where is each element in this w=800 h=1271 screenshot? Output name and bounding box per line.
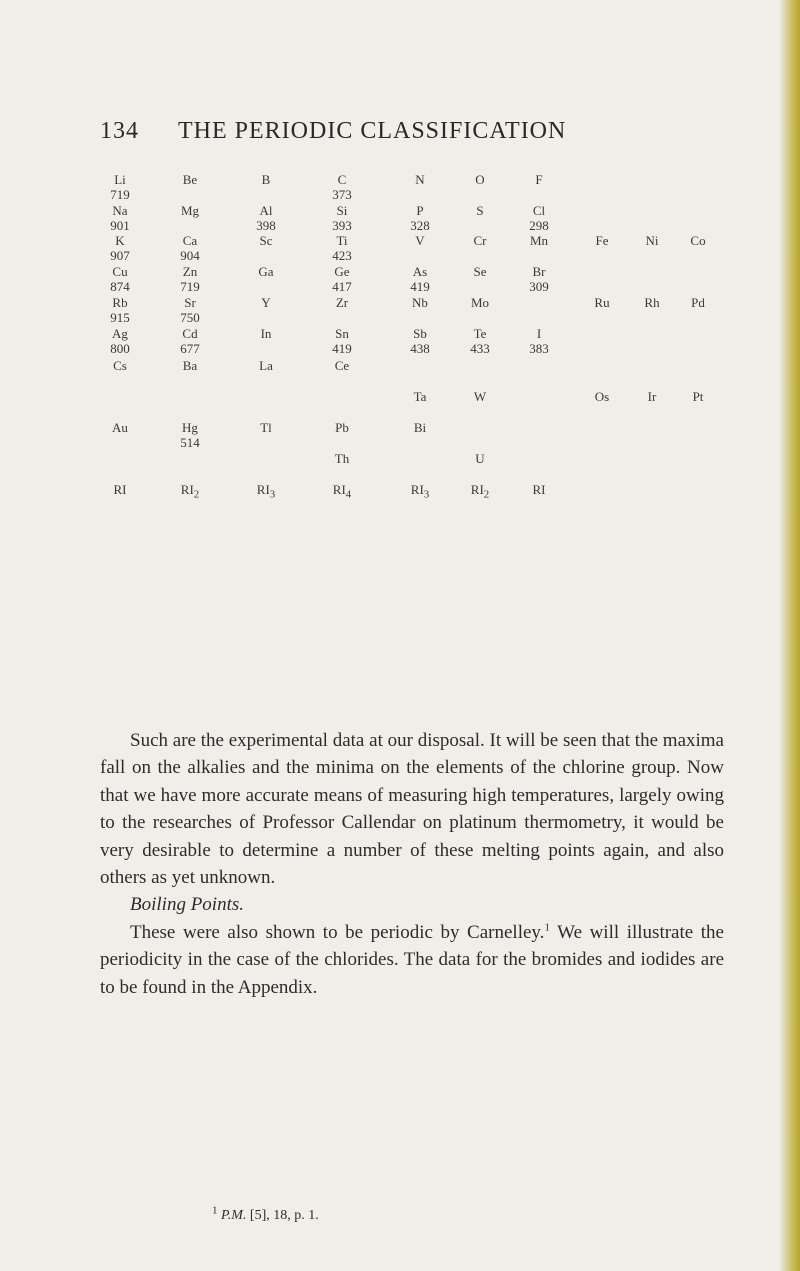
- element-cell: [160, 358, 220, 373]
- element-symbol: Ba: [182, 358, 198, 373]
- element-symbol: Mg: [180, 203, 200, 218]
- element-cell: [160, 295, 220, 325]
- element-symbol: Ca: [182, 233, 198, 248]
- element-cell: [160, 172, 220, 187]
- element-symbol: Rb: [112, 295, 128, 310]
- element-cell: [90, 233, 150, 263]
- element-symbol: W: [473, 389, 487, 404]
- melting-point-value: 417: [332, 279, 352, 294]
- element-symbol: B: [261, 172, 271, 187]
- element-symbol: Sc: [259, 233, 273, 248]
- element-cell: [509, 326, 569, 356]
- element-symbol: Be: [182, 172, 198, 187]
- element-symbol: Sn: [335, 326, 349, 341]
- element-cell: [390, 233, 450, 248]
- page-header: [100, 118, 700, 152]
- element-symbol: F: [535, 172, 543, 187]
- element-symbol: Ni: [645, 233, 659, 248]
- element-cell: [236, 420, 296, 435]
- formula-subscript: 3: [423, 488, 430, 501]
- paragraph-1: Such are the experimental data at our disposal. It will be seen that the maxima fall on the alkalies and the minima on the elements of the chlorine group. Now that we have more accurate means of measuring high temperatures, largely owing to the researches of Professor Callendar on platinum thermometry, it would be very desirable to determine a number of these melting points again, and also others as yet unknown.: [100, 730, 724, 889]
- element-cell: [312, 172, 372, 202]
- melting-point-value: 438: [410, 341, 430, 356]
- melting-point-value: 419: [410, 279, 430, 294]
- element-symbol: C: [337, 172, 347, 187]
- element-cell: [90, 172, 150, 202]
- element-cell: [450, 203, 510, 218]
- footnote-journal: P.M.: [221, 1208, 247, 1223]
- element-cell: [236, 203, 296, 233]
- element-cell: [509, 482, 569, 497]
- melting-point-value: 901: [110, 218, 130, 233]
- element-cell: [160, 482, 220, 503]
- element-cell: [90, 326, 150, 356]
- element-symbol: Bi: [413, 420, 427, 435]
- element-symbol: Rh: [644, 295, 660, 310]
- element-symbol: Ta: [413, 389, 427, 404]
- footnote-citation: [5], 18, p. 1.: [249, 1208, 319, 1223]
- element-symbol: Cd: [182, 326, 198, 341]
- melting-point-value: 719: [180, 279, 200, 294]
- element-cell: [390, 482, 450, 503]
- melting-point-value: 383: [529, 341, 549, 356]
- element-cell: [312, 233, 372, 263]
- element-cell: [509, 203, 569, 233]
- page-number: 134: [100, 118, 139, 144]
- element-cell: [312, 203, 372, 233]
- element-cell: [450, 233, 510, 248]
- melting-point-value: 514: [180, 435, 200, 450]
- melting-point-value: 915: [110, 310, 130, 325]
- element-cell: [160, 233, 220, 263]
- melting-point-value: 423: [332, 248, 352, 263]
- melting-point-value: 298: [529, 218, 549, 233]
- element-cell: [236, 233, 296, 248]
- melting-point-value: 433: [470, 341, 490, 356]
- element-cell: [312, 358, 372, 373]
- element-symbol: In: [260, 326, 272, 341]
- section-heading: Boiling Points.: [130, 894, 244, 916]
- element-cell: [236, 482, 296, 503]
- element-cell: [90, 264, 150, 294]
- element-cell: [450, 326, 510, 356]
- footnote: [212, 1204, 319, 1224]
- element-symbol: Zr: [335, 295, 349, 310]
- element-symbol: Cr: [473, 233, 487, 248]
- element-cell: [236, 264, 296, 279]
- element-symbol: Te: [473, 326, 487, 341]
- element-cell: [160, 264, 220, 294]
- element-symbol: Co: [690, 233, 706, 248]
- element-cell: [390, 295, 450, 310]
- element-symbol: Cu: [112, 264, 128, 279]
- element-symbol: La: [259, 358, 273, 373]
- element-symbol: Se: [473, 264, 487, 279]
- melting-point-value: 419: [332, 341, 352, 356]
- element-cell: [90, 482, 150, 497]
- element-cell: [312, 482, 372, 503]
- element-cell: [236, 326, 296, 341]
- element-symbol: Sr: [184, 295, 196, 310]
- element-cell: [160, 326, 220, 356]
- element-symbol: As: [412, 264, 428, 279]
- element-symbol: Cl: [532, 203, 546, 218]
- element-cell: [509, 172, 569, 187]
- element-symbol: Mn: [529, 233, 549, 248]
- element-symbol: Fe: [595, 233, 609, 248]
- element-cell: [390, 389, 450, 404]
- element-cell: [450, 482, 510, 503]
- element-symbol: Hg: [182, 420, 198, 435]
- element-cell: [160, 420, 220, 450]
- element-cell: [390, 420, 450, 435]
- element-symbol: Sb: [413, 326, 427, 341]
- melting-point-value: 309: [529, 279, 549, 294]
- melting-point-value: 677: [180, 341, 200, 356]
- element-cell: [90, 203, 150, 233]
- element-symbol: O: [475, 172, 485, 187]
- footnote-marker: 1: [212, 1204, 218, 1217]
- melting-point-value: 907: [110, 248, 130, 263]
- running-title: THE PERIODIC CLASSIFICATION: [178, 118, 567, 144]
- element-cell: [312, 420, 372, 435]
- element-cell: [390, 264, 450, 294]
- element-symbol: Ge: [334, 264, 350, 279]
- element-cell: [312, 264, 372, 294]
- element-symbol: RI: [332, 482, 346, 497]
- element-cell: [312, 451, 372, 466]
- element-symbol: RI: [113, 482, 127, 497]
- melting-point-value: 393: [332, 218, 352, 233]
- element-symbol: Au: [112, 420, 128, 435]
- element-symbol: Pb: [335, 420, 349, 435]
- formula-subscript: 3: [269, 488, 276, 501]
- element-cell: [90, 295, 150, 325]
- element-symbol: K: [115, 233, 125, 248]
- element-cell: [450, 451, 510, 466]
- element-symbol: Y: [261, 295, 271, 310]
- element-symbol: V: [415, 233, 425, 248]
- formula-subscript: 2: [193, 488, 200, 501]
- element-cell: [90, 420, 150, 435]
- element-symbol: P: [416, 203, 424, 218]
- element-symbol: Si: [336, 203, 348, 218]
- element-cell: [90, 358, 150, 373]
- element-cell: [312, 295, 372, 310]
- element-symbol: RI: [532, 482, 546, 497]
- element-symbol: Ce: [334, 358, 350, 373]
- footnote-reference: 1: [544, 921, 550, 934]
- element-symbol: Os: [594, 389, 610, 404]
- melting-point-value: 328: [410, 218, 430, 233]
- element-symbol: RI: [410, 482, 424, 497]
- body-text: [100, 727, 724, 1001]
- element-symbol: U: [475, 451, 485, 466]
- paragraph-2: [100, 919, 724, 1001]
- element-symbol: S: [476, 203, 484, 218]
- element-symbol: Zn: [182, 264, 198, 279]
- element-cell: [390, 326, 450, 356]
- element-cell: [390, 203, 450, 233]
- element-symbol: RI: [470, 482, 484, 497]
- element-cell: [312, 326, 372, 356]
- element-symbol: Li: [114, 172, 126, 187]
- element-symbol: Th: [334, 451, 350, 466]
- element-symbol: Nb: [412, 295, 428, 310]
- element-symbol: Ga: [258, 264, 274, 279]
- element-cell: [236, 358, 296, 373]
- element-cell: [450, 389, 510, 404]
- melting-point-value: 750: [180, 310, 200, 325]
- element-symbol: Ru: [594, 295, 610, 310]
- element-cell: [668, 295, 728, 310]
- element-symbol: Ir: [647, 389, 657, 404]
- formula-subscript: 4: [345, 488, 352, 501]
- element-cell: [450, 172, 510, 187]
- paragraph-2-start: These were also shown to be periodic by Carnelley.: [130, 921, 545, 943]
- melting-point-value: 398: [256, 218, 276, 233]
- page-edge: [780, 0, 800, 1271]
- element-symbol: Pt: [692, 389, 704, 404]
- element-cell: [236, 172, 296, 187]
- element-symbol: Br: [532, 264, 546, 279]
- element-symbol: I: [536, 326, 542, 341]
- element-cell: [509, 233, 569, 248]
- element-symbol: Cs: [113, 358, 127, 373]
- melting-point-value: 904: [180, 248, 200, 263]
- element-symbol: RI: [180, 482, 194, 497]
- element-cell: [509, 264, 569, 294]
- element-cell: [450, 264, 510, 279]
- element-cell: [450, 295, 510, 310]
- element-cell: [668, 389, 728, 404]
- element-symbol: RI: [256, 482, 270, 497]
- element-symbol: Ti: [336, 233, 348, 248]
- element-symbol: Al: [259, 203, 273, 218]
- element-symbol: Na: [112, 203, 128, 218]
- element-symbol: Ag: [112, 326, 128, 341]
- melting-point-value: 373: [332, 187, 352, 202]
- melting-point-value: 874: [110, 279, 130, 294]
- element-symbol: Tl: [260, 420, 272, 435]
- paragraph-2-rest: We will illustrate the periodicity in the case of the chlorides. The data for the bromides and iodides are to be found in the Appendix.: [100, 921, 724, 998]
- element-symbol: N: [415, 172, 425, 187]
- element-symbol: Pd: [691, 295, 705, 310]
- formula-subscript: 2: [483, 488, 490, 501]
- element-cell: [236, 295, 296, 310]
- melting-point-value: 719: [110, 187, 130, 202]
- element-symbol: Mo: [470, 295, 490, 310]
- element-cell: [390, 172, 450, 187]
- melting-point-value: 800: [110, 341, 130, 356]
- element-cell: [668, 233, 728, 248]
- element-cell: [160, 203, 220, 218]
